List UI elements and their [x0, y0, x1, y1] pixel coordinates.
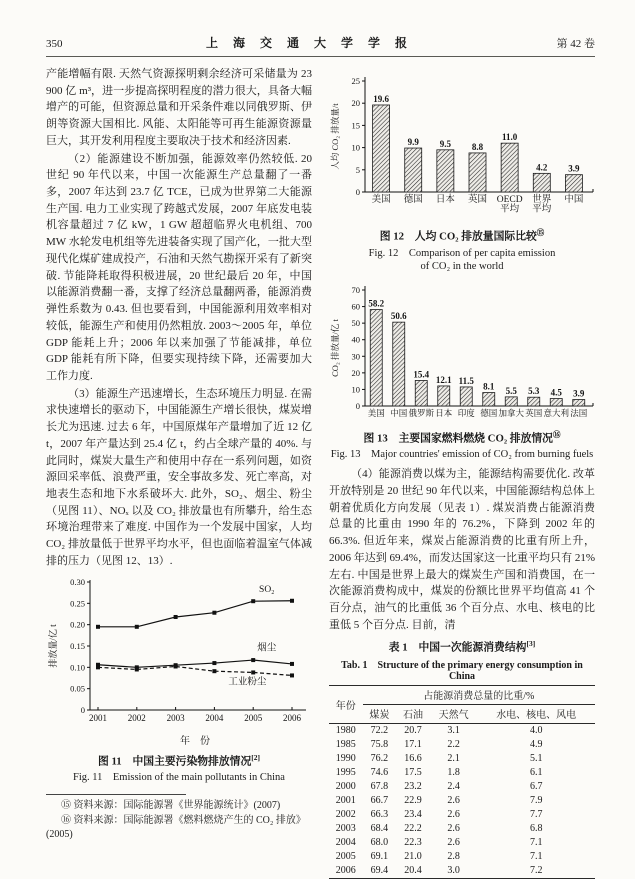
fig11-line-chart	[46, 574, 312, 750]
svg-text:11.0: 11.0	[502, 132, 518, 143]
table-cell: 3.1	[447, 725, 460, 737]
table-cell: 2.6	[447, 823, 460, 835]
table1-caption-ref: [3]	[526, 639, 536, 649]
table-cell: 1985	[335, 739, 356, 751]
svg-text:印度: 印度	[457, 407, 475, 418]
svg-text:11.5: 11.5	[458, 375, 474, 386]
svg-text:4.2: 4.2	[536, 162, 548, 173]
table-cell: 1995	[335, 767, 356, 779]
svg-text:8.1: 8.1	[483, 381, 495, 392]
table-cell: 2001	[335, 795, 356, 807]
svg-text:0.05: 0.05	[70, 683, 85, 694]
svg-text:中国: 中国	[390, 407, 408, 418]
table-header-year: 年份	[329, 685, 363, 723]
fig12-caption-en2: of CO₂ in the world	[420, 260, 504, 272]
svg-text:2003: 2003	[166, 712, 185, 723]
fig13-caption-zh: 图 13 主要国家燃料燃烧 CO₂ 排放情况⑯	[363, 429, 561, 445]
svg-text:烟尘: 烟尘	[257, 642, 277, 653]
table-cell: 66.7	[370, 795, 389, 807]
right-column	[329, 66, 595, 879]
svg-text:2002: 2002	[127, 712, 146, 723]
svg-text:SO₂: SO₂	[259, 584, 275, 595]
table1-caption-zh: 表 1 中国一次能源消费结构[3]	[388, 639, 536, 654]
table-cell: 6.1	[529, 767, 543, 779]
svg-text:4.5: 4.5	[550, 387, 562, 398]
fig12-bar-chart	[329, 66, 595, 224]
table-cell: 2.2	[447, 739, 460, 751]
body-paragraph: （2）能源建设不断加强，能源效率仍然较低. 20 世纪 90 年代以来，中国一次能源生产总量翻了一番多，2007 年达到 23.7 亿 TCE，已成为世界第二大能源生产国. 电力工业实现了跨越式发展，2007 年底发电装机容量超过 7 亿 kW，1 GW 超超临界火电机组、700 MW 水轮发电机组等先进装备实现了国产化，一批大型现代化煤矿建成投产，石油和天然气勘探开采有了新突破. 节能降耗取得积极进展，20 世纪最后 20 年，中国以能源消费翻一番，支撑了经济总量翻两番，能源消费弹性系数为 0.43. 但也要看到，中国能源利用效率相对较低，能源生产和使用仍然粗放. 2003～2005 年，单位 GDP 能耗上升；2006 年以来加强了节能减排，单位 GDP 能耗有所下降，但要实现持续下降，还需要加大工作力度.	[46, 152, 312, 382]
table-row	[329, 822, 595, 836]
svg-text:15: 15	[351, 120, 360, 131]
svg-text:世界: 世界	[532, 195, 552, 205]
table-row	[329, 794, 595, 808]
volume-label: 第 42 卷	[556, 38, 595, 50]
fig13-chart-box	[329, 276, 595, 426]
table-cell: 2000	[335, 781, 356, 793]
table-row	[329, 836, 595, 850]
table-cell: 7.2	[529, 865, 543, 877]
footnote-item: ⑮ 资料来源：国际能源署《世界能源统计》(2007)	[61, 800, 281, 812]
svg-text:意大利: 意大利	[543, 407, 570, 418]
page-header	[46, 34, 595, 57]
table-cell: 7.9	[529, 795, 543, 807]
svg-text:OECD: OECD	[496, 195, 523, 205]
svg-text:0: 0	[355, 187, 360, 197]
table-row	[329, 766, 595, 780]
svg-text:12.1: 12.1	[435, 374, 452, 385]
svg-text:15.4: 15.4	[413, 369, 430, 380]
svg-text:0.20: 0.20	[70, 619, 85, 630]
svg-text:德国: 德国	[480, 407, 498, 418]
fig13-caption-en: Fig. 13 Major countries' emission of CO₂ from burning fuels	[330, 449, 594, 461]
svg-text:美国: 美国	[367, 407, 385, 418]
table-cell: 6.7	[529, 781, 543, 793]
svg-text:0.15: 0.15	[70, 640, 85, 651]
svg-text:10: 10	[351, 142, 360, 153]
table-header-group: 占能源消费总量的比重/%	[363, 685, 595, 704]
table-cell: 20.4	[404, 865, 422, 877]
table-cell: 75.8	[370, 739, 389, 751]
table-cell: 22.2	[404, 823, 422, 835]
table-cell: 2.6	[447, 809, 460, 821]
table-cell: 74.6	[370, 767, 389, 779]
svg-text:20: 20	[351, 98, 360, 109]
svg-text:8.8: 8.8	[471, 141, 484, 152]
table-cell: 2.8	[447, 851, 460, 863]
table-cell: 5.1	[529, 753, 543, 765]
table-cell: 7.7	[529, 809, 543, 821]
svg-text:5.3: 5.3	[528, 385, 540, 396]
table-cell: 21.0	[404, 851, 422, 863]
page-number: 350	[46, 38, 63, 50]
table-cell: 22.9	[404, 795, 422, 807]
table-cell: 2.6	[447, 837, 460, 849]
table-cell: 2.1	[447, 753, 460, 765]
table-cell: 23.4	[404, 809, 422, 821]
svg-text:英国: 英国	[467, 195, 488, 205]
table-subheader: 煤炭	[363, 704, 397, 723]
table-cell: 2003	[335, 823, 356, 835]
svg-text:5.5: 5.5	[505, 385, 517, 396]
svg-text:0.30: 0.30	[70, 576, 85, 587]
table-cell: 67.8	[370, 781, 389, 793]
table-cell: 23.2	[404, 781, 422, 793]
table-cell: 7.1	[529, 837, 543, 849]
table-subheader: 天然气	[430, 704, 478, 723]
table-cell: 4.9	[529, 739, 543, 751]
table-cell: 1980	[335, 725, 356, 737]
svg-text:3.9: 3.9	[568, 163, 580, 174]
svg-text:9.5: 9.5	[439, 138, 451, 149]
table-row	[329, 738, 595, 752]
svg-text:中国: 中国	[564, 195, 584, 205]
fig13-caption-ref: ⑯	[552, 429, 561, 439]
svg-text:排放量/亿 t: 排放量/亿 t	[48, 623, 58, 668]
table-cell: 17.1	[404, 739, 422, 751]
table-cell: 4.0	[529, 725, 543, 737]
svg-text:25: 25	[351, 76, 360, 86]
table-cell: 2002	[335, 809, 356, 821]
table-cell: 72.2	[370, 725, 389, 737]
svg-text:19.6: 19.6	[373, 93, 389, 104]
svg-text:法国: 法国	[570, 407, 588, 418]
svg-text:俄罗斯: 俄罗斯	[408, 407, 435, 418]
journal-title: 上 海 交 通 大 学 学 报	[205, 36, 413, 50]
svg-text:9.9: 9.9	[407, 137, 419, 148]
energy-structure-table	[329, 685, 595, 879]
svg-text:2004: 2004	[205, 712, 224, 723]
table-subheader: 石油	[396, 704, 430, 723]
table-row	[329, 723, 595, 738]
fig11-caption-ref: [2]	[251, 752, 260, 762]
svg-text:德国: 德国	[403, 195, 423, 205]
fig12-chart-box	[329, 66, 595, 224]
fig12-caption-ref: ⑮	[536, 228, 545, 237]
svg-text:平均: 平均	[532, 204, 552, 215]
svg-text:50.6: 50.6	[390, 310, 407, 321]
table-row	[329, 850, 595, 864]
table-cell: 66.3	[370, 809, 389, 821]
table-cell: 69.4	[370, 865, 389, 877]
svg-text:2005: 2005	[244, 712, 263, 723]
svg-text:英国: 英国	[525, 407, 543, 418]
table-row	[329, 864, 595, 879]
svg-text:年 份: 年 份	[180, 735, 210, 747]
svg-text:50: 50	[351, 317, 360, 328]
body-paragraph: （3）能源生产迅速增长，生态环境压力明显. 在需求快速增长的驱动下，中国能源生产增长很快，煤炭增长尤为迅速. 过去 6 年，中国原煤年产量增加了近 12 亿 t，2007 年产量达到 25.4 亿 t，约占全球产量的 40%. 与此同时，煤炭大量生产和使用中存在一系列问题，如资源回采率低、浪费严重，安全事故多发、死亡率高，对地表生态和地下水系破坏大. 此外，SO₂、烟尘、粉尘（见图 11）、NOₓ 以及 CO₂ 排放量也有所攀升，给生态环境治理带来了难度. 中国作为一个发展中国家，人均 CO₂ 排放量低于世界平均水平，但也面临着温室气体减排的压力（见图 12、13）.	[46, 387, 312, 567]
svg-text:工业粉尘: 工业粉尘	[228, 676, 267, 687]
table-cell: 3.0	[447, 865, 460, 877]
svg-text:5: 5	[355, 164, 360, 175]
table-cell: 7.1	[529, 851, 543, 863]
svg-text:美国: 美国	[371, 195, 391, 205]
svg-text:3.9: 3.9	[573, 388, 585, 399]
body-paragraph: 产能增幅有限. 天然气资源探明剩余经济可采储量为 23 900 亿 m³，进一步提高探明程度的潜力很大，具备大幅增产的可能，但资源总量和开采条件难以同俄罗斯、伊朗等资源大国相比. 风能、太阳能等可再生能源资源量巨大，其开发利用程度主要取决于技术和经济因素.	[46, 68, 312, 147]
svg-text:40: 40	[351, 334, 360, 345]
svg-text:60: 60	[351, 301, 360, 312]
table-cell: 76.2	[370, 753, 389, 765]
table-cell: 2004	[335, 837, 356, 849]
table-cell: 68.0	[370, 837, 389, 849]
footnote-divider	[46, 794, 186, 795]
svg-text:30: 30	[351, 350, 360, 361]
left-column	[46, 66, 312, 879]
fig11-chart-box	[46, 574, 312, 750]
svg-text:2001: 2001	[89, 712, 107, 723]
body-paragraph: （4）能源消费以煤为主，能源结构需要优化. 改革开放特别是 20 世纪 90 年代以来，中国能源结构总体上朝着优质化方向发展（见表 1）. 煤炭消费占能源消费总量的比重由 1990 年的 76.2%，下降到 2002 年的 66.3%. 但近年来，煤炭占能源消费的比重有所上升，2006 年达到 69.4%，而发达国家这一比重平均只有 21%左右. 中国是世界上最大的煤炭生产国和消费国，在一次能源消费构成中，煤炭的份额比世界平均值高 41 个百分点，油气的比重低 36 个百分点、水电、核电的比重低 5 个百分点. 目前，清	[329, 468, 595, 631]
table-cell: 2.6	[447, 795, 460, 807]
svg-text:日本: 日本	[435, 407, 453, 418]
table-cell: 2005	[335, 851, 356, 863]
svg-text:日本: 日本	[435, 195, 455, 205]
table-cell: 1.8	[447, 767, 460, 779]
svg-text:20: 20	[351, 367, 360, 378]
svg-text:0.25: 0.25	[70, 597, 85, 608]
table-cell: 6.8	[529, 823, 543, 835]
table-subheader: 水电、核电、风电	[477, 704, 595, 723]
fig12-caption-zh: 图 12 人均 CO₂ 排放量国际比较⑮	[379, 228, 545, 243]
table-row	[329, 780, 595, 794]
fig13-bar-chart	[329, 276, 595, 426]
table-cell: 16.6	[404, 753, 422, 765]
svg-text:0.10: 0.10	[70, 661, 85, 672]
svg-text:0: 0	[355, 400, 360, 411]
svg-text:70: 70	[351, 284, 360, 295]
svg-text:加拿大: 加拿大	[498, 407, 525, 418]
table-cell: 17.5	[404, 767, 422, 779]
table-cell: 22.3	[404, 837, 422, 849]
footnote-item: ⑯ 资料来源：国际能源署《燃料燃烧产生的 CO₂ 排放》(2005)	[46, 814, 306, 841]
table-cell: 1990	[335, 753, 356, 765]
table-cell: 69.1	[370, 851, 389, 863]
table-row	[329, 808, 595, 822]
table1-caption-en: Tab. 1 Structure of the primary energy consumption in China	[341, 659, 583, 682]
svg-text:平均: 平均	[500, 204, 520, 215]
svg-text:CO₂ 排放量/亿 t: CO₂ 排放量/亿 t	[330, 318, 340, 377]
table-cell: 20.7	[404, 725, 422, 737]
table-cell: 2006	[335, 865, 356, 877]
fig11-caption-en: Fig. 11 Emission of the main pollutants in China	[73, 772, 285, 784]
fig11-caption-zh: 图 11 中国主要污染物排放情况[2]	[97, 752, 260, 768]
table-cell: 68.4	[370, 823, 389, 835]
table-cell: 2.4	[447, 781, 460, 793]
table-row	[329, 752, 595, 766]
svg-text:2006: 2006	[283, 712, 301, 723]
svg-text:10: 10	[351, 384, 360, 395]
svg-text:0: 0	[80, 704, 85, 715]
svg-text:人均 CO₂ 排放量/t: 人均 CO₂ 排放量/t	[330, 103, 340, 170]
svg-text:58.2: 58.2	[368, 298, 385, 309]
fig12-caption-en: Fig. 12 Comparison of per capita emission	[368, 247, 556, 259]
